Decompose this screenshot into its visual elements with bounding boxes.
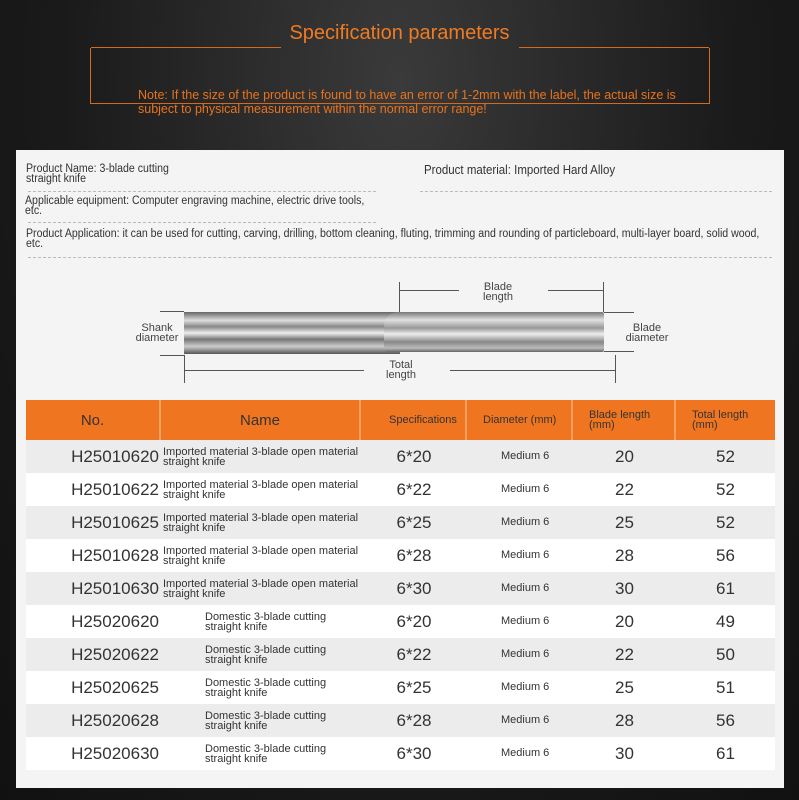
blade-length: 20 [573,605,676,638]
item-no: H25010625 [26,506,161,539]
item-name: Imported material 3-blade open material straight knife [161,539,361,572]
blade-length-label: Blade length [483,281,513,303]
diameter: Medium 6 [467,539,573,572]
table-row [26,506,775,539]
table-row [26,737,775,770]
divider [28,257,772,258]
diameter: Medium 6 [467,671,573,704]
col-spec: Specifications [361,400,467,440]
total-length: 61 [676,737,775,770]
table-row [26,704,775,737]
col-total-length: Total length (mm) [676,400,775,440]
blade-length: 20 [573,440,676,473]
total-length: 49 [676,605,775,638]
knife-shank [184,312,400,354]
item-no: H25010628 [26,539,161,572]
diameter: Medium 6 [467,440,573,473]
blade-length: 28 [573,539,676,572]
table-row [26,572,775,605]
item-no: H25020625 [26,671,161,704]
diameter: Medium 6 [467,572,573,605]
total-length: 52 [676,440,775,473]
diameter: Medium 6 [467,506,573,539]
col-blade-length: Blade length (mm) [573,400,676,440]
item-name: Domestic 3-blade cutting straight knife [161,638,361,671]
item-no: H25020630 [26,737,161,770]
item-no: H25020622 [26,638,161,671]
item-no: H25010630 [26,572,161,605]
product-application: Product Application: it can be used for cutting, carving, drilling, bottom cleaning, fluting, trimming and rounding of particleboard, multi-layer board, solid wood, etc. [26,228,760,250]
diameter: Medium 6 [467,638,573,671]
item-name: Imported material 3-blade open material straight knife [161,440,361,473]
specification: 6*22 [361,473,467,506]
total-length-label: Total length [386,359,416,381]
shank-diameter-label: Shank diameter [135,322,179,344]
specification: 6*30 [361,737,467,770]
col-no: No. [26,400,161,440]
blade-length: 30 [573,737,676,770]
divider [420,191,772,192]
applicable-equipment: Applicable equipment: Computer engraving machine, electric drive tools, etc. [25,195,365,217]
item-no: H25020628 [26,704,161,737]
total-length: 51 [676,671,775,704]
table-row [26,473,775,506]
divider [28,222,376,223]
blade-length: 30 [573,572,676,605]
diameter: Medium 6 [467,704,573,737]
specification: 6*28 [361,704,467,737]
product-name: Product Name: 3-blade cutting straight knife [26,163,169,185]
blade-diameter-label: Blade diameter [625,322,669,344]
item-no: H25020620 [26,605,161,638]
item-name: Domestic 3-blade cutting straight knife [161,605,361,638]
total-length: 56 [676,704,775,737]
item-name: Domestic 3-blade cutting straight knife [161,671,361,704]
blade-length: 22 [573,473,676,506]
diameter: Medium 6 [467,737,573,770]
col-name: Name [161,400,361,440]
page-title: Specification parameters [289,22,510,44]
col-diameter: Diameter (mm) [467,400,573,440]
specification: 6*20 [361,605,467,638]
spec-table [26,400,775,770]
blade-length: 22 [573,638,676,671]
item-name: Domestic 3-blade cutting straight knife [161,704,361,737]
note-text: Note: If the size of the product is found to have an error of 1-2mm with the label, the actual size is subject to physical measurement within the normal error range! [138,88,676,116]
item-no: H25010620 [26,440,161,473]
diameter: Medium 6 [467,605,573,638]
table-row [26,440,775,473]
total-length: 52 [676,506,775,539]
table-row [26,638,775,671]
blade-length: 25 [573,506,676,539]
specification: 6*28 [361,539,467,572]
blade-length: 28 [573,704,676,737]
total-length: 61 [676,572,775,605]
item-name: Imported material 3-blade open material straight knife [161,506,361,539]
item-name: Imported material 3-blade open material straight knife [161,473,361,506]
table-row [26,539,775,572]
item-name: Domestic 3-blade cutting straight knife [161,737,361,770]
total-length: 50 [676,638,775,671]
item-no: H25010622 [26,473,161,506]
specification: 6*25 [361,506,467,539]
table-row [26,671,775,704]
total-length: 56 [676,539,775,572]
specification: 6*22 [361,638,467,671]
item-name: Imported material 3-blade open material straight knife [161,572,361,605]
blade-length: 25 [573,671,676,704]
diameter: Medium 6 [467,473,573,506]
specification: 6*30 [361,572,467,605]
knife-blade [384,312,604,352]
total-length: 52 [676,473,775,506]
divider [28,191,376,192]
specification: 6*25 [361,671,467,704]
table-row [26,605,775,638]
specification: 6*20 [361,440,467,473]
product-material: Product material: Imported Hard Alloy [424,163,616,177]
